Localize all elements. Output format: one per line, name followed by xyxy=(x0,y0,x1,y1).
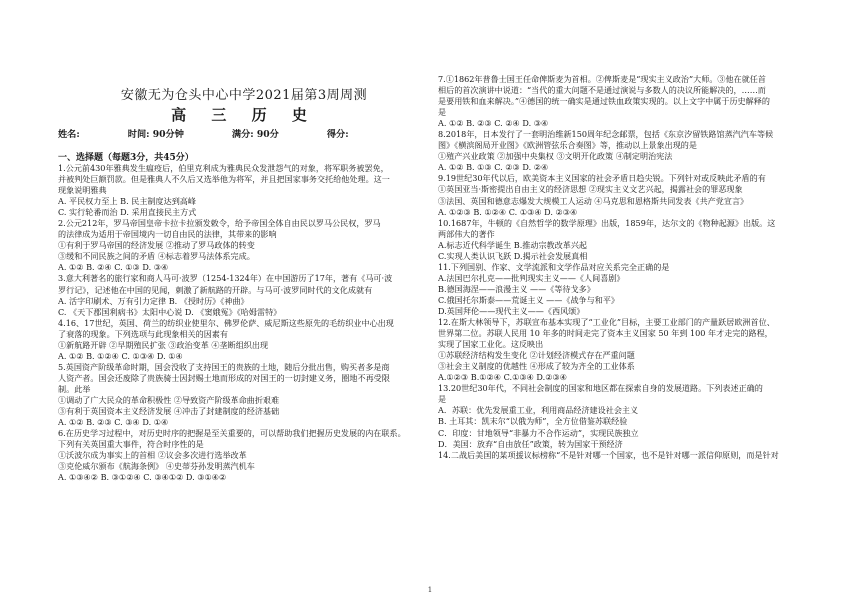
question-text-line: 是要用铁和血来解决。”④德国的统一确实是通过铁血政策实现的。以上文字中属于历史解释的 xyxy=(438,96,770,107)
time-label: 时间: 90分钟 xyxy=(127,129,184,140)
question-text-line: 7.①1862年普鲁士国王任命俾斯麦为首相。②俾斯麦是“现实主义政治”大师。③他在就任首 xyxy=(438,74,766,84)
school-title: 安徽无为仓头中心中学2021届第3周周测 xyxy=(120,88,368,103)
question-text-line: A. ①②③ B. ①②④ C. ①③④ D. ②③④ xyxy=(438,206,578,217)
question-text-line: C.俄国托尔斯泰——荒诞主义 ——《战争与和平》 xyxy=(438,294,620,305)
question-text-line: A.法国巴尔扎克——批判现实主义——《人间喜剧》 xyxy=(438,272,625,283)
question-text-line: 14.二战后美国的某项援议标榜称“不是针对哪一个国家，也不是针对哪一派信仰原则，而是针对 xyxy=(438,449,779,460)
question-text-line: A. 活字印刷术、万有引力定律 B. 《授时历》《神曲》 xyxy=(58,295,249,306)
question-text-line: 两部伟大的著作 xyxy=(438,228,495,239)
question-text-line: A. ①③④② B. ③①②④ C. ③④①② D. ③①④② xyxy=(58,472,227,483)
question-text-line: A.标志近代科学诞生 B.推动宗教改革兴起 xyxy=(438,239,588,250)
question-text-line: 5.英国资产阶级革命时期，国会没收了支持国王的贵族的土地，随后分批出售，购买者多是商 xyxy=(58,361,390,372)
question-text-line: A. ①② B. ②③ C. ②④ D. ③④ xyxy=(438,118,549,129)
question-text-line: A.①②③ B.①②④ C.①③④ D.②③④ xyxy=(438,372,567,383)
question-text-line: 相后的首次演讲中说道：“当代的重大问题不是通过演说与多数人的决议所能解决的，……而 xyxy=(438,85,766,96)
question-text-line: 11.下列国别、作家、文学流派和文学作品对应关系完全正确的是 xyxy=(438,261,670,272)
question-text-line: ①苏联经济结构发生变化 ②计划经济模式存在严重问题 xyxy=(438,350,635,361)
question-text-line: 8.2018年，日本发行了一套明治维新150周年纪念邮票，包括《东京汐留铁路馆蒸汽汽车等候 xyxy=(438,129,774,140)
question-text-line: 制。此举 xyxy=(58,383,91,394)
section-heading: 一、选择题（每题3分，共45分） xyxy=(58,153,194,163)
question-text-line: D.英国拜伦——现代主义——《西风颂》 xyxy=(438,305,585,316)
question-text-line: 4.16、17世纪，英国、荷兰的纺织业使里尔、佛罗伦萨、威尼斯这些原先的毛纺织业中心出现 xyxy=(58,317,394,328)
question-text-line: B. 土耳其：凯末尔“以俄为师”，全方位借鉴苏联经验 xyxy=(438,416,628,427)
question-text-line: A. ①② B. ①②④ C. ①③④ D. ①④ xyxy=(58,350,183,361)
question-text-line: A. ①② B. ②④ C. ①③ D. ③④ xyxy=(58,262,169,273)
question-text-line: 2.公元212年，罗马帝国皇帝卡拉卡拉颁发敕令，给予帝国全体自由民以罗马公民权，罗马 xyxy=(58,218,381,229)
question-text-line: 10.1687年，牛顿的《自然哲学的数学原理》出版，1859年，达尔文的《物种起源》出版。这 xyxy=(438,217,776,228)
right-column-questions xyxy=(438,74,820,461)
main-title: 高 三 历 史 xyxy=(171,106,317,124)
question-text-line: ①沃波尔成为事实上的首相 ②议会多次进行选举改革 xyxy=(58,450,247,461)
name-label: 姓名: xyxy=(58,129,80,140)
question-text-line: ①新航路开辟 ②早期殖民扩张 ③政治变革 ④垄断组织出现 xyxy=(58,339,269,350)
question-text-line: ③缓和不同民族之间的矛盾 ④标志着罗马法体系完成。 xyxy=(58,251,255,262)
question-text-line: ③克伦威尔颁布《航海条例》 ④史蒂芬孙发明蒸汽机车 xyxy=(58,461,255,472)
question-text-line: 罗行记》，记述他在中国的见闻，刺激了新航路的开辟。与马可·波罗同时代的文化成就有 xyxy=(58,284,373,295)
question-text-line: ③社会主义制度的优越性 ④形成了较为齐全的工业体系 xyxy=(438,361,635,372)
question-text-line: ①调动了广大民众的革命积极性 ②导致资产阶级革命曲折艰难 xyxy=(58,394,280,405)
question-text-line: 并被判处巨额罚款。但是雅典人不久后又选举他为将军，并且把国家事务交托给他处理。这一 xyxy=(58,174,390,185)
question-text-line: B.德国海涅——浪漫主义 ——《等待戈多》 xyxy=(438,283,595,294)
question-text-line: A. ①② B. ①③ C. ②③ D. ②④ xyxy=(438,162,549,173)
question-text-line: ③有利于英国资本主义经济发展 ④冲击了封建制度的经济基础 xyxy=(58,406,280,417)
question-text-line: ①英国亚当·斯密提出自由主义的经济思想 ②现实主义文艺兴起，揭露社会的罪恶现象 xyxy=(438,184,743,195)
question-text-line: 世界第二位。苏联人民用 10 年多的时间走完了资本主义国家 50 年到 100 年才走完的路程， xyxy=(438,328,773,339)
question-text-line: C. 《天下郡国利病书》太阳中心说 D. 《窦娥冤》《哈姆雷特》 xyxy=(58,306,282,317)
question-text-line: C.实现人类认识飞跃 D.揭示社会发展真相 xyxy=(438,250,588,261)
question-text-line: 图》《横滨阁局开业图》《欧洲管弦乐合奏图》等，推动以上景象出现的是 xyxy=(438,140,697,151)
question-text-line: 6.在历史学习过程中，对历史时序的把握是至关重要的，可以帮助我们把握历史发展的内在联系。 xyxy=(58,428,406,439)
question-text-line: 12.在斯大林领导下，苏联宣布基本实现了“工业化”目标，主要工业部门的产量跃居欧洲首位、 xyxy=(438,317,775,328)
question-text-line: C．印度：甘地领导“非暴力不合作运动”，实现民族独立 xyxy=(438,427,639,438)
question-text-line: A．苏联：优先发展重工业，利用商品经济建设社会主义 xyxy=(438,405,639,416)
question-text-line: 是 xyxy=(438,107,447,118)
question-text-line: 的法律成为适用于帝国境内一切自由民的法律，其带来的影响 xyxy=(58,229,277,240)
score-label: 满分: 90分 xyxy=(231,129,279,140)
question-text-line: 人资产者。国会还废除了贵族骑士因封赐土地而形成的对国王的一切封建义务，圈地不再受限 xyxy=(58,372,390,383)
result-label: 得分: xyxy=(326,129,349,140)
question-text-line: ③法国、英国和德意志爆发大规模工人运动 ④马克思和恩格斯共同发表《共产党宣言》 xyxy=(438,195,749,206)
question-text-line: 是 xyxy=(438,394,447,405)
question-text-line: 1.公元前430年雅典发生瘟疫后，伯里克利成为雅典民众发泄怨气的对象，将军职务被罢免， xyxy=(58,163,389,173)
question-text-line: ①殖产兴业政策 ②加强中央集权 ③文明开化政策 ④制定明治宪法 xyxy=(438,151,673,162)
student-info-row xyxy=(58,126,430,140)
question-text-line: 了衰落的现象。下列选项与此现象相关的因素有 xyxy=(58,328,228,339)
question-text-line: 下列有关英国重大事件，符合时序性的是 xyxy=(58,439,204,450)
question-text-line: 现象说明雅典 xyxy=(58,185,107,196)
question-text-line: ①有利于罗马帝国的经济发展 ②推动了罗马政体的转变 xyxy=(58,240,255,251)
question-text-line: 3.意大利著名的旅行家和商人马可·波罗（1254-1324年）在中国游历了17年，著有《马可·波 xyxy=(58,273,393,284)
left-column-questions xyxy=(58,163,430,483)
question-text-line: D．美国：放弃“自由放任”政策，转为国家干预经济 xyxy=(438,438,623,449)
question-text-line: 9.19世纪30年代以后，欧美资本主义国家的社会矛盾日趋尖锐。下列针对或反映此矛盾的有 xyxy=(438,173,766,184)
question-text-line: 13.20世纪30年代，不同社会制度的国家和地区都在探索自身的发展道路。下列表述正确的 xyxy=(438,383,763,394)
page-number: 1 xyxy=(427,586,433,594)
question-text-line: 实现了国家工业化。这反映出 xyxy=(438,339,544,350)
question-text-line: C. 实行轮番而治 D. 采用直接民主方式 xyxy=(58,207,197,218)
question-text-line: A. 平民权力至上 B. 民主制度达到高峰 xyxy=(58,196,196,207)
question-text-line: A. ①② B. ②③ C. ③④ D. ①④ xyxy=(58,417,169,428)
